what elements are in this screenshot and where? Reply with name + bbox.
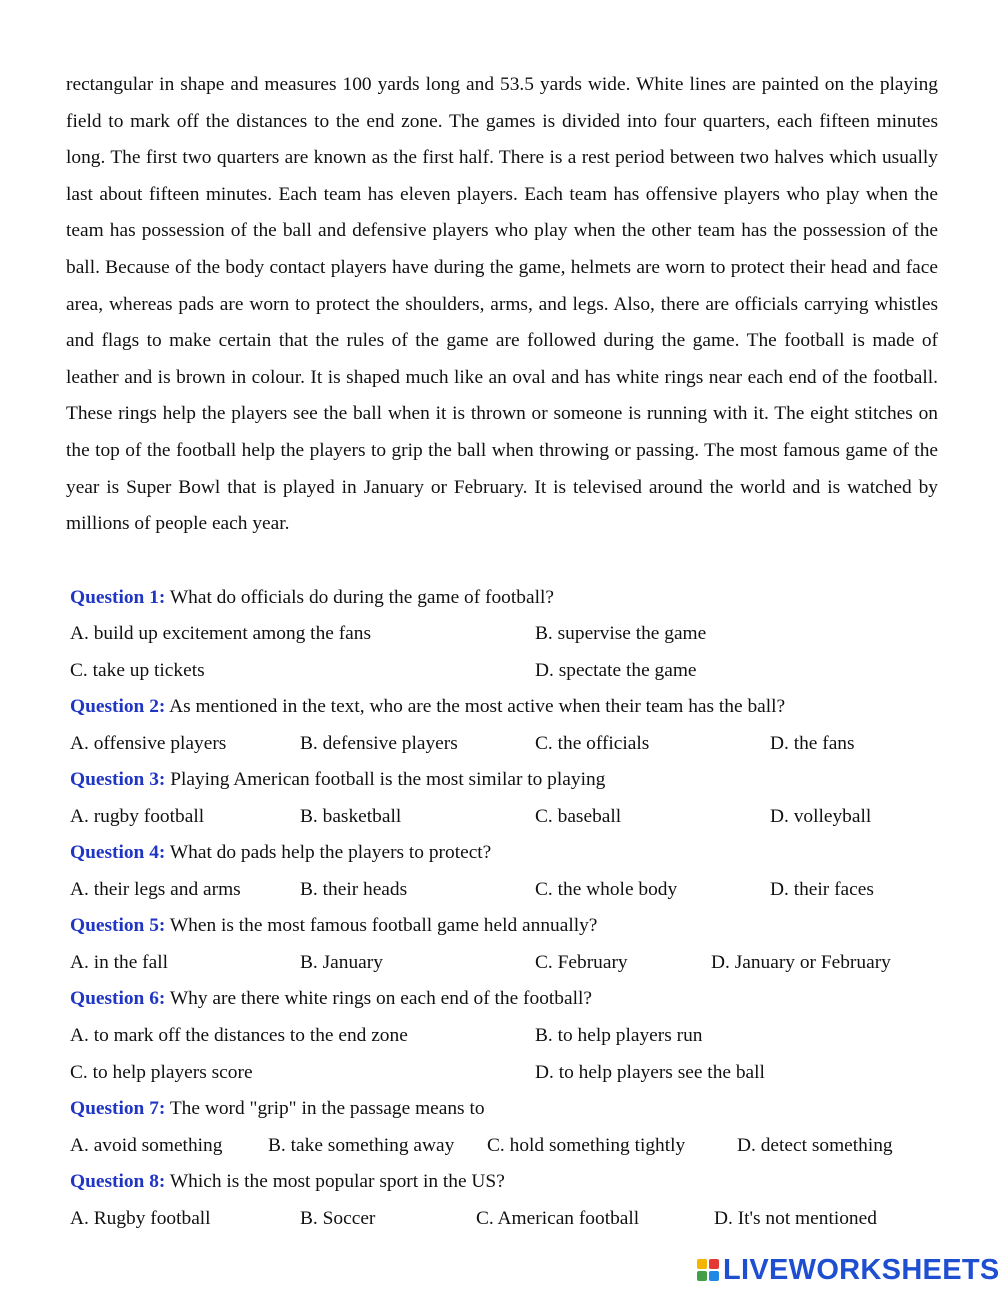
q8-option-b[interactable]: B. Soccer	[300, 1208, 376, 1229]
q6-option-a[interactable]: A. to mark off the distances to the end zone	[70, 1025, 408, 1046]
logo-grid-icon	[697, 1259, 719, 1281]
q4-option-b[interactable]: B. their heads	[300, 879, 408, 900]
logo-square-icon	[697, 1259, 707, 1269]
question-5	[70, 914, 597, 938]
q6-option-c[interactable]: C. to help players score	[70, 1062, 253, 1083]
liveworksheets-logo[interactable]	[697, 1254, 1000, 1286]
q7-option-b[interactable]: B. take something away	[268, 1135, 455, 1156]
q2-option-b[interactable]: B. defensive players	[300, 733, 458, 754]
q2-option-c[interactable]: C. the officials	[535, 733, 650, 754]
q2-option-a[interactable]: A. offensive players	[70, 733, 227, 754]
question-6	[70, 987, 592, 1011]
q5-option-b[interactable]: B. January	[300, 952, 383, 973]
question-3	[70, 768, 605, 792]
q4-option-c[interactable]: C. the whole body	[535, 879, 678, 900]
q1-option-c[interactable]: C. take up tickets	[70, 660, 205, 681]
question-text: As mentioned in the text, who are the most active when their team has the ball?	[165, 696, 786, 717]
question-text: What do pads help the players to protect?	[165, 842, 492, 863]
q8-option-a[interactable]: A. Rugby football	[70, 1208, 211, 1229]
question-label: Question 1:	[70, 587, 166, 608]
logo-square-icon	[709, 1259, 719, 1269]
logo-square-icon	[697, 1271, 707, 1281]
question-text: Playing American football is the most similar to playing	[165, 769, 606, 790]
question-text: Why are there white rings on each end of the football?	[165, 988, 592, 1009]
question-text: The word "grip" in the passage means to	[165, 1098, 485, 1119]
question-7	[70, 1097, 485, 1121]
question-2	[70, 695, 785, 719]
q3-option-c[interactable]: C. baseball	[535, 806, 622, 827]
q1-option-d[interactable]: D. spectate the game	[535, 660, 697, 681]
question-text: When is the most famous football game held annually?	[165, 915, 598, 936]
question-text: What do officials do during the game of football?	[165, 587, 554, 608]
reading-passage: rectangular in shape and measures 100 yards long and 53.5 yards wide. White lines are painted on the playing field to mark off the distances to the end zone. The games is divided into four quarters, each fifteen minutes long. The first two quarters are known as the first half. There is a rest period between two halves which usually last about fifteen minutes. Each team has eleven players. Each team has offensive players who play when the team has possession of the ball and defensive players who play when the other team has the possession of the ball. Because of the body contact players have during the game, helmets are worn to protect their head and face area, whereas pads are worn to protect the shoulders, arms, and legs. Also, there are officials carrying whistles and flags to make certain that the rules of the game are followed during the game. The football is made of leather and is brown in colour. It is shaped much like an oval and has white rings near each end of the football. These rings help the players see the ball when it is thrown or someone is running with it. The eight stitches on the top of the football help the players to grip the ball when throwing or passing. The most famous game of the year is Super Bowl that is played in January or February. It is televised around the world and is watched by millions of people each year.	[66, 74, 938, 535]
logo-square-icon	[709, 1271, 719, 1281]
q3-option-d[interactable]: D. volleyball	[770, 806, 872, 827]
logo-text: LIVEWORKSHEETS	[723, 1253, 1000, 1286]
question-label: Question 4:	[70, 842, 166, 863]
q1-option-b[interactable]: B. supervise the game	[535, 623, 707, 644]
question-text: Which is the most popular sport in the US?	[165, 1171, 505, 1192]
question-label: Question 2:	[70, 696, 166, 717]
q4-option-d[interactable]: D. their faces	[770, 879, 874, 900]
question-label: Question 7:	[70, 1098, 166, 1119]
q2-option-d[interactable]: D. the fans	[770, 733, 855, 754]
question-label: Question 5:	[70, 915, 166, 936]
q5-option-a[interactable]: A. in the fall	[70, 952, 169, 973]
q7-option-d[interactable]: D. detect something	[737, 1135, 893, 1156]
q6-option-d[interactable]: D. to help players see the ball	[535, 1062, 765, 1083]
q6-option-b[interactable]: B. to help players run	[535, 1025, 703, 1046]
q7-option-a[interactable]: A. avoid something	[70, 1135, 223, 1156]
question-label: Question 3:	[70, 769, 166, 790]
q7-option-c[interactable]: C. hold something tightly	[487, 1135, 686, 1156]
question-label: Question 6:	[70, 988, 166, 1009]
q5-option-c[interactable]: C. February	[535, 952, 628, 973]
q5-option-d[interactable]: D. January or February	[711, 952, 891, 973]
question-label: Question 8:	[70, 1171, 166, 1192]
question-4	[70, 841, 491, 865]
q1-option-a[interactable]: A. build up excitement among the fans	[70, 623, 372, 644]
question-1	[70, 586, 554, 610]
q3-option-a[interactable]: A. rugby football	[70, 806, 205, 827]
q3-option-b[interactable]: B. basketball	[300, 806, 402, 827]
q4-option-a[interactable]: A. their legs and arms	[70, 879, 241, 900]
question-8	[70, 1170, 505, 1194]
q8-option-d[interactable]: D. It's not mentioned	[714, 1208, 877, 1229]
q8-option-c[interactable]: C. American football	[476, 1208, 640, 1229]
